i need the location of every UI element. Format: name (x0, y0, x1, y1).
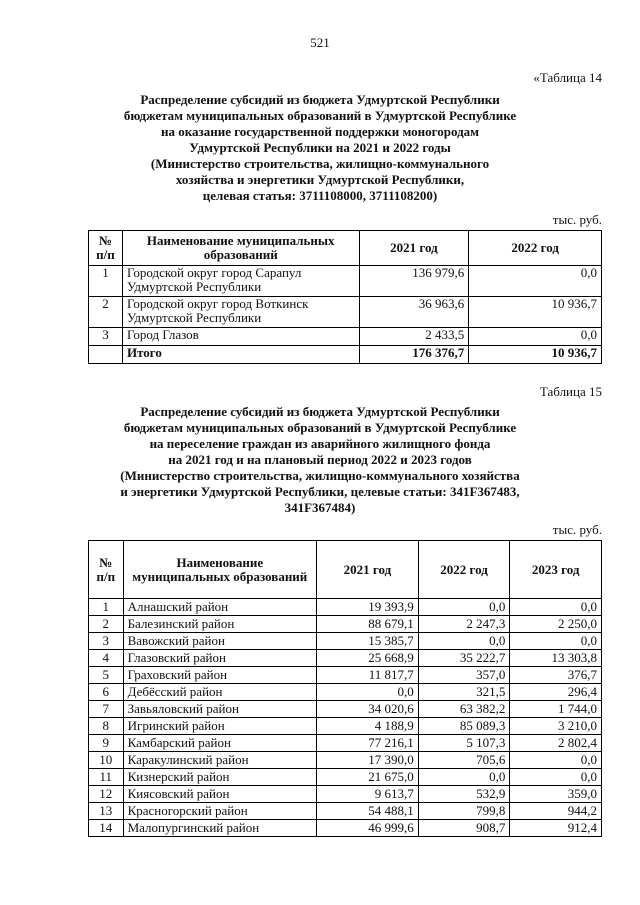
table15-units: тыс. руб. (552, 522, 602, 537)
table-row (89, 820, 602, 837)
row-2022: 321,5 (418, 684, 510, 701)
table-row (89, 667, 602, 684)
table-row (89, 328, 602, 346)
table-total-row (89, 346, 602, 364)
row-2022: 35 222,7 (418, 650, 510, 667)
title-line: бюджетам муниципальных образований в Удмуртской Республике (123, 108, 517, 123)
table15-title (80, 404, 560, 516)
table14-title (80, 92, 560, 204)
row-num: 3 (89, 328, 123, 346)
table-row (89, 297, 602, 328)
row-2022: 63 382,2 (418, 701, 510, 718)
header-2022: 2022 год (418, 541, 510, 599)
row-2023: 2 250,0 (510, 616, 602, 633)
row-num: 14 (89, 820, 124, 837)
table-row (89, 616, 602, 633)
table-row (89, 266, 602, 297)
row-name: Глазовский район (123, 650, 316, 667)
title-line: и энергетики Удмуртской Республики, целевые статьи: 341F367483, (120, 484, 520, 499)
row-num: 1 (89, 599, 124, 616)
table-row (89, 735, 602, 752)
row-2021: 21 675,0 (316, 769, 418, 786)
title-line: хозяйства и энергетики Удмуртской Республики, (175, 172, 465, 187)
row-name: Граховский район (123, 667, 316, 684)
row-num: 5 (89, 667, 124, 684)
table-row (89, 786, 602, 803)
row-name: Городской округ город Воткинск Удмуртской Республики (122, 297, 359, 328)
row-2023: 2 802,4 (510, 735, 602, 752)
row-2021: 46 999,6 (316, 820, 418, 837)
table15 (88, 540, 602, 837)
header-2023: 2023 год (510, 541, 602, 599)
table-row (89, 752, 602, 769)
row-name: Камбарский район (123, 735, 316, 752)
row-num: 10 (89, 752, 124, 769)
row-2021: 25 668,9 (316, 650, 418, 667)
row-name: Игринский район (123, 718, 316, 735)
row-2021: 17 390,0 (316, 752, 418, 769)
total-label: Итого (122, 346, 359, 364)
row-num: 6 (89, 684, 124, 701)
row-name: Алнашский район (123, 599, 316, 616)
table15-label: Таблица 15 (539, 384, 602, 399)
row-2022: 908,7 (418, 820, 510, 837)
row-2021: 0,0 (316, 684, 418, 701)
row-2023: 0,0 (510, 752, 602, 769)
total-num (89, 346, 123, 364)
row-num: 8 (89, 718, 124, 735)
row-num: 13 (89, 803, 124, 820)
table-row (89, 650, 602, 667)
header-name: Наименование муниципальных образований (122, 231, 359, 266)
table-row (89, 701, 602, 718)
row-num: 12 (89, 786, 124, 803)
page-number: 521 (310, 35, 330, 50)
row-2022: 0,0 (418, 769, 510, 786)
row-2022: 0,0 (469, 266, 602, 297)
row-2021: 77 216,1 (316, 735, 418, 752)
table-row (89, 769, 602, 786)
row-2021: 2 433,5 (359, 328, 469, 346)
row-2022: 705,6 (418, 752, 510, 769)
row-2022: 0,0 (469, 328, 602, 346)
title-line: Распределение субсидий из бюджета Удмуртской Республики (140, 404, 500, 419)
title-line: на переселение граждан из аварийного жилищного фонда (149, 436, 491, 451)
header-num: № п/п (89, 541, 124, 599)
row-2021: 136 979,6 (359, 266, 469, 297)
table15-body (89, 599, 602, 837)
row-2021: 9 613,7 (316, 786, 418, 803)
row-2021: 36 963,6 (359, 297, 469, 328)
row-2022: 357,0 (418, 667, 510, 684)
table-row (89, 803, 602, 820)
title-line: Удмуртской Республики на 2021 и 2022 годы (189, 140, 451, 155)
row-name: Городской округ город Сарапул Удмуртской Республики (122, 266, 359, 297)
row-name: Балезинский район (123, 616, 316, 633)
title-line: бюджетам муниципальных образований в Удмуртской Республике (123, 420, 517, 435)
title-line: (Министерство строительства, жилищно-коммунального (150, 156, 490, 171)
title-line: целевая статья: 3711108000, 3711108200) (202, 188, 438, 203)
row-2022: 0,0 (418, 599, 510, 616)
table-header-row (89, 541, 602, 599)
row-2023: 296,4 (510, 684, 602, 701)
row-2022: 5 107,3 (418, 735, 510, 752)
table14-units: тыс. руб. (552, 212, 602, 227)
row-name: Киясовский район (123, 786, 316, 803)
title-line: на 2021 год и на плановый период 2022 и 2023 годов (168, 452, 472, 467)
row-name: Малопургинский район (123, 820, 316, 837)
row-2022: 0,0 (418, 633, 510, 650)
row-2023: 3 210,0 (510, 718, 602, 735)
row-2023: 944,2 (510, 803, 602, 820)
row-2022: 85 089,3 (418, 718, 510, 735)
row-2022: 2 247,3 (418, 616, 510, 633)
row-2023: 359,0 (510, 786, 602, 803)
row-2022: 10 936,7 (469, 297, 602, 328)
title-line: 341F367484) (284, 500, 356, 515)
row-num: 1 (89, 266, 123, 297)
row-num: 9 (89, 735, 124, 752)
header-2021: 2021 год (316, 541, 418, 599)
row-2023: 0,0 (510, 769, 602, 786)
row-2022: 799,8 (418, 803, 510, 820)
table-row (89, 633, 602, 650)
row-2021: 54 488,1 (316, 803, 418, 820)
row-name: Город Глазов (122, 328, 359, 346)
row-2021: 88 679,1 (316, 616, 418, 633)
row-2023: 0,0 (510, 633, 602, 650)
total-2021: 176 376,7 (359, 346, 469, 364)
row-num: 3 (89, 633, 124, 650)
header-2021: 2021 год (359, 231, 469, 266)
title-line: Распределение субсидий из бюджета Удмуртской Республики (140, 92, 500, 107)
row-2021: 4 188,9 (316, 718, 418, 735)
header-name: Наименование муниципальных образований (123, 541, 316, 599)
row-2023: 13 303,8 (510, 650, 602, 667)
table-row (89, 684, 602, 701)
row-name: Каракулинский район (123, 752, 316, 769)
header-num: № п/п (89, 231, 123, 266)
row-name: Завьяловский район (123, 701, 316, 718)
table-row (89, 599, 602, 616)
row-name: Кизнерский район (123, 769, 316, 786)
table14-label: «Таблица 14 (533, 70, 602, 85)
row-2023: 1 744,0 (510, 701, 602, 718)
header-2022: 2022 год (469, 231, 602, 266)
total-2022: 10 936,7 (469, 346, 602, 364)
row-name: Красногорский район (123, 803, 316, 820)
row-2021: 19 393,9 (316, 599, 418, 616)
row-num: 4 (89, 650, 124, 667)
table-header-row (89, 231, 602, 266)
title-line: на оказание государственной поддержки моногородам (160, 124, 480, 139)
row-2021: 11 817,7 (316, 667, 418, 684)
row-2023: 0,0 (510, 599, 602, 616)
row-2022: 532,9 (418, 786, 510, 803)
row-2023: 912,4 (510, 820, 602, 837)
row-2021: 34 020,6 (316, 701, 418, 718)
table14 (88, 230, 602, 364)
table-row (89, 718, 602, 735)
row-num: 2 (89, 616, 124, 633)
row-num: 2 (89, 297, 123, 328)
title-line: (Министерство строительства, жилищно-коммунального хозяйства (120, 468, 520, 483)
row-num: 7 (89, 701, 124, 718)
row-2021: 15 385,7 (316, 633, 418, 650)
row-name: Вавожский район (123, 633, 316, 650)
row-num: 11 (89, 769, 124, 786)
row-2023: 376,7 (510, 667, 602, 684)
row-name: Дебёсский район (123, 684, 316, 701)
